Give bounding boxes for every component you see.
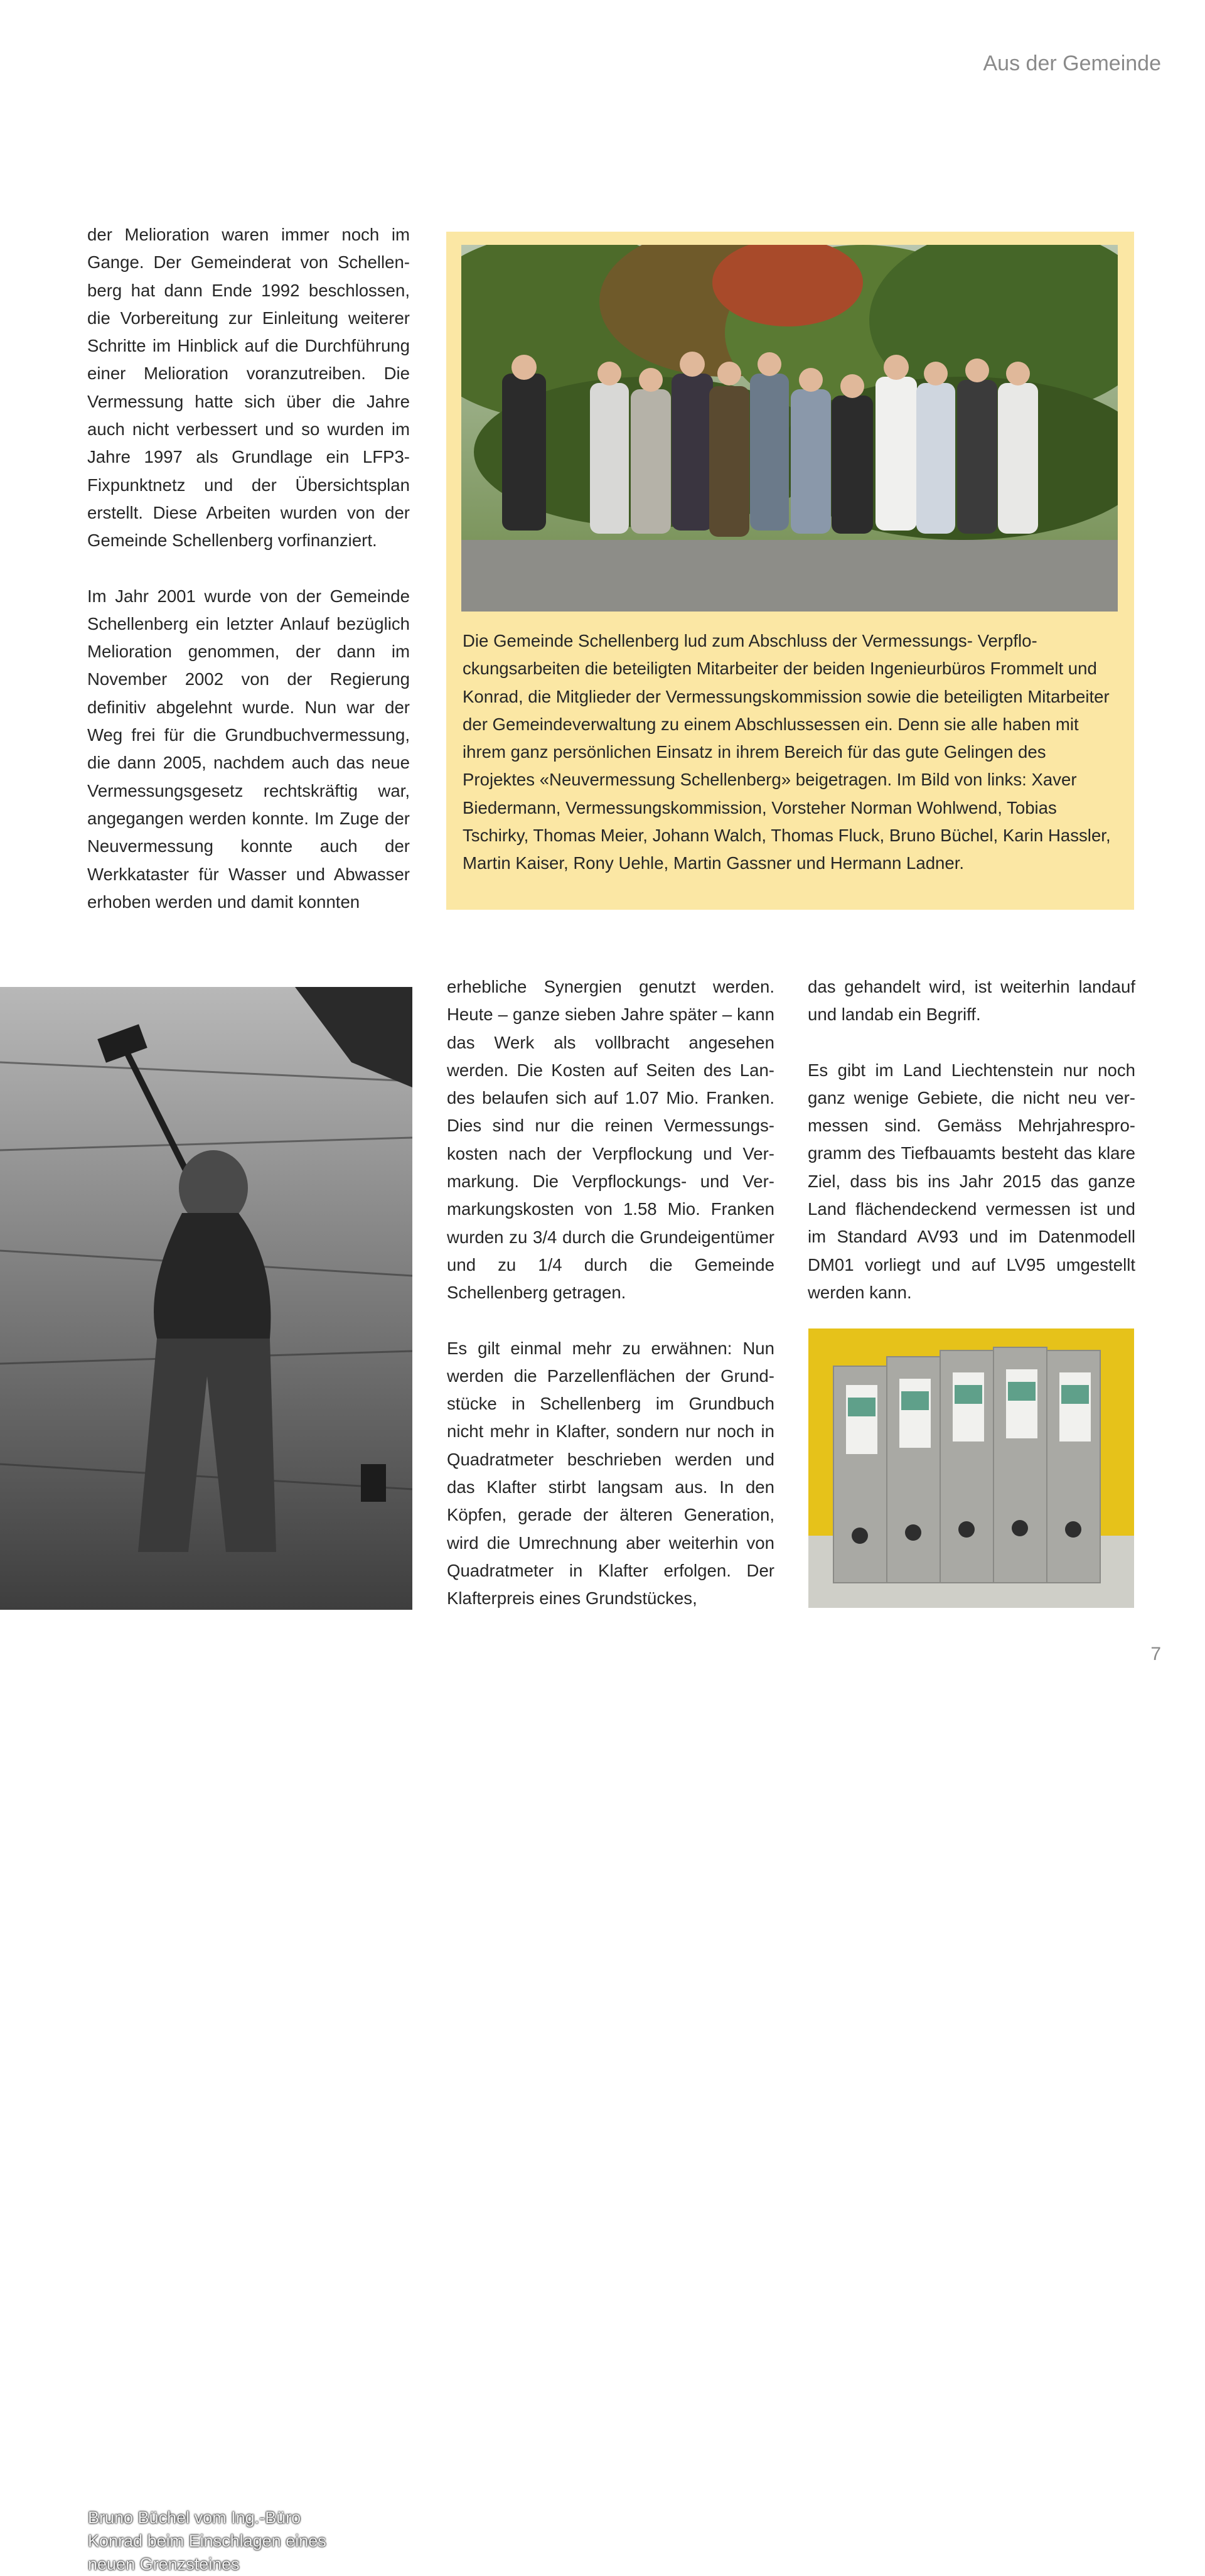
hammer-photo-caption: Bruno Büchel vom Ing.-Büro Konrad beim Einschlagen eines neuen Grenzsteines (88, 2508, 326, 2573)
section-title: Aus der Gemeinde (983, 51, 1161, 75)
binder-photo (808, 1328, 1134, 1608)
group-photo-panel (446, 232, 1134, 910)
hammer-photo (0, 987, 412, 2573)
article-column-middle (447, 973, 774, 1613)
article-column-top-left (87, 221, 410, 916)
hammer-photo-image (0, 987, 412, 1610)
group-photo (461, 245, 1118, 612)
article-paragraph: Es gilt einmal mehr zu erwähnen: Nun werden die Parzellenflächen der Grundstücke in Schellenberg im Grundbuch nicht mehr in Klafter, sondern nur noch in Quadratmeter beschrieben werden und das Klafter stirbt langsam aus. In den Köpfen, gerade der älteren Generation, wird die Umrechnung aber weiterhin von Quadratmeter in Klafter erfolgen. Der Klafterpreis eines Grundstückes, (447, 1338, 774, 1609)
article-column-right (808, 973, 1135, 1307)
group-photo-caption: Die Gemeinde Schellenberg lud zum Abschluss der Vermessungs- Verpflockungsarbeiten die beteiligten Mitarbeiter der beiden Ingenieurbüros Frommelt und Konrad, die Mitglieder der Vermessungskommission sowie die beteiligten Mitarbeiter der Gemeindeverwaltung zu einem Abschlussessen ein. Denn sie alle haben mit ihrem ganz persönlichen Einsatz in ihrem Bereich für das gute Gelingen des Projektes «Neuvermessung Schellenberg» beigetragen. Im Bild von links: Xaver Biedermann, Vermessungskommission, Vorsteher Norman Wohlwend, Tobias Tschirky, Thomas Meier, Johann Walch, Thomas Fluck, Bruno Büchel, Karin Hassler, Martin Kaiser, Rony Uehle, Martin Gassner und Hermann Ladner. (463, 631, 1111, 873)
page-number: 7 (1150, 1644, 1161, 1664)
binder-photo-image (808, 1328, 1134, 1608)
article-paragraph: das gehandelt wird, ist weiterhin landauf und landab ein Begriff. (808, 977, 1135, 1025)
article-paragraph: der Melioration waren immer noch im Gange. Der Gemeinderat von Schellenberg hat dann Ende 1992 beschlossen, die Vorbereitung zur Einleitung weiterer Schritte im Hinblick auf die Durchführung einer Melioration voranzutreiben. Die Vermessung hatte sich über die Jahre auch nicht verbessert und so wurden im Jahre 1997 als Grundlage ein LFP3-Fixpunktnetz und der Übersichtsplan erstellt. Diese Arbeiten wurden von der Gemeinde Schellenberg vorfinanziert. (87, 225, 410, 551)
article-paragraph: Es gibt im Land Liechtenstein nur noch ganz wenige Gebiete, die nicht neu vermessen sind. Gemäss Mehrjahresprogramm des Tiefbauamts besteht das klare Ziel, dass bis ins Jahr 2015 das ganze Land flächendeckend vermessen ist und im Standard AV93 und im Datenmodell DM01 vorliegt und auf LV95 umgestellt werden kann. (808, 1060, 1135, 1302)
article-paragraph: Im Jahr 2001 wurde von der Gemeinde Schellenberg ein letzter Anlauf bezüglich Melioration genommen, der dann im November 2002 von der Regierung definitiv abgelehnt wurde. Nun war der Weg frei für die Grundbuchvermessung, die dann 2005, nachdem auch das neue Vermessungsgesetz rechtskräftig war, angegangen werden konnte. Im Zuge der Neuvermessung konnte auch der Werkkataster für Wasser und Abwasser erhoben werden und damit konnten (87, 586, 410, 912)
article-paragraph: erhebliche Synergien genutzt werden. Heute – ganze sieben Jahre später – kann das Werk als vollbracht angesehen werden. Die Kosten auf Seiten des Landes belaufen sich auf 1.07 Mio. Franken. Dies sind nur die reinen Vermessungskosten nach der Verpflockung und Vermarkung. Die Verpflockungs- und Vermarkungskosten von 1.58 Mio. Franken wurden zu 3/4 durch die Grundeigentümer und zu 1/4 durch die Gemeinde Schellenberg getragen. (447, 977, 774, 1303)
